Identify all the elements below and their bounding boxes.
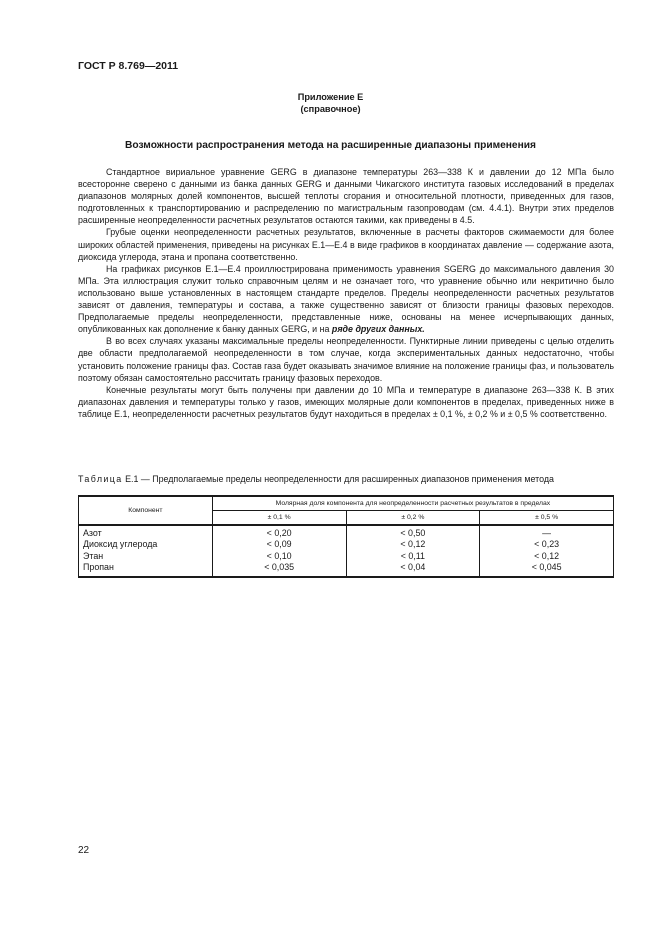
value-cell: — (480, 525, 614, 539)
value-cell: < 0,045 (480, 562, 614, 576)
paragraph-3 (78, 263, 614, 336)
table-caption-text: Е.1 — Предполагаемые пределы неопределенности для расширенных диапазонов применения метода (122, 474, 554, 484)
value-cell: < 0,20 (212, 525, 346, 539)
uncertainty-table (78, 495, 614, 578)
paragraph-4: В во всех случаях указаны максимальные пределы неопределенности. Пунктирные линии приведены с целью отделить две области предполагаемой неопределенности в том случае, когда экспериментальных данных недостаточно, чтобы установить положение границы фаз. Состав газа будет оказывать значимое влияние на положение границы фаз, и пользователь поэтому обязан самостоятельно рассчитать границу фазовых переходов. (78, 336, 614, 383)
value-cell: < 0,04 (346, 562, 480, 576)
value-cell: < 0,10 (212, 551, 346, 562)
value-cell: < 0,035 (212, 562, 346, 576)
value-cell: < 0,11 (346, 551, 480, 562)
header-molar-fraction: Молярная доля компонента для неопределенности расчетных результатов в пределах (212, 496, 613, 511)
annex-heading (0, 92, 661, 115)
table-row (79, 525, 614, 539)
component-cell: Этан (79, 551, 213, 562)
value-cell: < 0,23 (480, 539, 614, 550)
header-level-2: ± 0,2 % (346, 511, 480, 526)
paragraph-1: Стандартное вириальное уравнение GERG в диапазоне температуры 263—338 К и давлении до 12 МПа было всесторонне сверено с данными из банка данных GERG и данными Чикагского института газовых исследований в пределах диапазонов молярных долей компонентов, высшей теплоты сгорания и относительной плотности, приведенных для газов, подготовленных к транспортированию и распределению по магистральным газопроводам (см. 4.4.1). Внутри этих пределов расширенные неопределенности расчетных результатов остаются такими, как приведены в 4.5. (78, 167, 614, 226)
table-caption (78, 473, 554, 485)
standard-designation: ГОСТ Р 8.769—2011 (78, 60, 179, 72)
table-row (79, 562, 614, 576)
value-cell: < 0,09 (212, 539, 346, 550)
page-number: 22 (78, 845, 90, 856)
paragraph-3-text: На графиках рисунков Е.1—Е.4 проиллюстрирована применимость уравнения SGERG до максимального давления 30 МПа. Эта иллюстрация служит только справочным целям и не означает того, что уравнение обычно или некритично было использовано выше установленных в настоящем стандарте пределов. Пределы неопределенности расчетных результатов зависят от давления, температуры и состава, а также существенно зависят от близости границы фазовых переходов. Предполагаемые пределы неопределенности, представленные ниже, основаны на менее исчерпывающих данных, опубликованных как дополнение к банку данных GERG, и на (78, 263, 614, 335)
body-text (78, 166, 614, 420)
value-cell: < 0,12 (346, 539, 480, 550)
table-row (79, 551, 614, 562)
paragraph-5: Конечные результаты могут быть получены при давлении до 10 МПа и температуре в диапазоне 263—338 К. В этих диапазонах давления и температуры только у газов, имеющих молярные доли компонентов в пределах, приведенных ниже в таблице Е.1, неопределенности расчетных результатов будут находиться в пределах ± 0,1 %, ± 0,2 % и ± 0,5 % соответственно. (78, 384, 614, 419)
section-title: Возможности распространения метода на расширенные диапазоны применения (125, 140, 536, 151)
component-cell: Диоксид углерода (79, 539, 213, 550)
component-cell: Пропан (79, 562, 213, 576)
component-cell: Азот (79, 525, 213, 539)
value-cell: < 0,12 (480, 551, 614, 562)
annex-title: Приложение Е (297, 92, 364, 102)
emphasis-other-data: ряде других данных. (331, 324, 425, 335)
value-cell: < 0,50 (346, 525, 480, 539)
table-row (79, 539, 614, 550)
paragraph-2: Грубые оценки неопределенности расчетных результатов, включенные в расчеты факторов сжимаемости для более широких областей применения, приведены на рисунках Е.1—Е.4 в виде графиков в координатах давление — содержание азота, диоксида углерода, этана и пропана соответственно. (78, 227, 614, 262)
header-component: Компонент (79, 496, 213, 525)
annex-note: (справочное) (300, 103, 361, 114)
table-caption-label: Таблица (78, 474, 123, 484)
header-level-1: ± 0,1 % (212, 511, 346, 526)
header-level-3: ± 0,5 % (480, 511, 614, 526)
